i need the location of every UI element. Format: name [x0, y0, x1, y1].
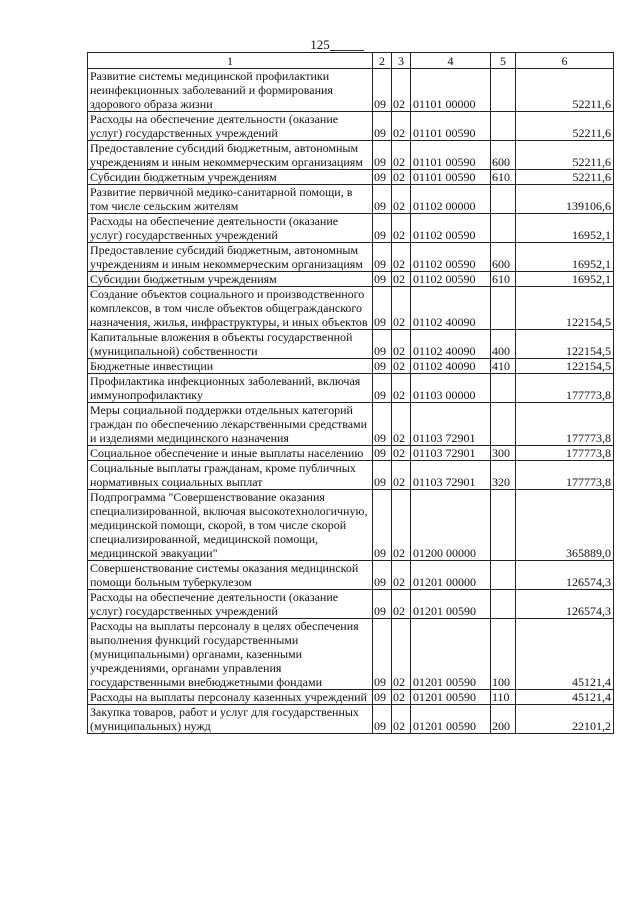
table-row	[88, 170, 614, 185]
row-sum-cell: 52211,6	[516, 170, 614, 185]
header-col-3: 3	[392, 53, 411, 69]
row-name-cell: Меры социальной поддержки отдельных категорий граждан по обеспечению лекарственными средствами и изделиями медицинского назначения	[88, 403, 373, 446]
table-row	[88, 446, 614, 461]
row-sum-cell: 22101,2	[516, 705, 614, 734]
row-target-code-cell: 01102 40090	[411, 287, 491, 330]
row-subsection-cell: 02	[392, 561, 411, 590]
row-subsection-cell: 02	[392, 69, 411, 112]
row-expense-type-cell: 200	[491, 705, 516, 734]
row-expense-type-cell: 320	[491, 461, 516, 490]
row-name-cell: Расходы на обеспечение деятельности (оказание услуг) государственных учреждений	[88, 112, 373, 141]
row-expense-type-cell	[491, 561, 516, 590]
table-row	[88, 561, 614, 590]
row-subsection-cell: 02	[392, 690, 411, 705]
row-section-cell: 09	[373, 461, 392, 490]
row-expense-type-cell: 600	[491, 141, 516, 170]
row-name-cell: Предоставление субсидий бюджетным, автономным учреждениям и иным некоммерческим организациям	[88, 243, 373, 272]
row-target-code-cell: 01102 40090	[411, 359, 491, 374]
header-col-1: 1	[88, 53, 373, 69]
row-subsection-cell: 02	[392, 272, 411, 287]
page-number-underline	[330, 50, 364, 51]
row-target-code-cell: 01102 00000	[411, 185, 491, 214]
row-name-cell: Закупка товаров, работ и услуг для государственных (муниципальных) нужд	[88, 705, 373, 734]
table-row	[88, 185, 614, 214]
table-row	[88, 619, 614, 690]
row-name-cell: Расходы на обеспечение деятельности (оказание услуг) государственных учреждений	[88, 214, 373, 243]
row-subsection-cell: 02	[392, 374, 411, 403]
row-target-code-cell: 01201 00000	[411, 561, 491, 590]
row-expense-type-cell	[491, 112, 516, 141]
row-section-cell: 09	[373, 359, 392, 374]
row-section-cell: 09	[373, 561, 392, 590]
row-sum-cell: 365889,0	[516, 490, 614, 561]
row-section-cell: 09	[373, 705, 392, 734]
row-subsection-cell: 02	[392, 403, 411, 446]
row-section-cell: 09	[373, 69, 392, 112]
row-name-cell: Капитальные вложения в объекты государственной (муниципальной) собственности	[88, 330, 373, 359]
row-target-code-cell: 01102 00590	[411, 214, 491, 243]
row-section-cell: 09	[373, 490, 392, 561]
row-name-cell: Расходы на выплаты персоналу в целях обеспечения выполнения функций государственными (муниципальными) органами, казенными учреждениями, органами управления государственными внебюджетными фондами	[88, 619, 373, 690]
row-name-cell: Профилактика инфекционных заболеваний, включая иммунопрофилактику	[88, 374, 373, 403]
row-section-cell: 09	[373, 374, 392, 403]
row-section-cell: 09	[373, 243, 392, 272]
row-sum-cell: 122154,5	[516, 359, 614, 374]
row-sum-cell: 126574,3	[516, 561, 614, 590]
row-section-cell: 09	[373, 287, 392, 330]
row-sum-cell: 177773,8	[516, 446, 614, 461]
row-target-code-cell: 01103 00000	[411, 374, 491, 403]
row-sum-cell: 16952,1	[516, 214, 614, 243]
row-section-cell: 09	[373, 403, 392, 446]
row-name-cell: Субсидии бюджетным учреждениям	[88, 272, 373, 287]
row-name-cell: Расходы на обеспечение деятельности (оказание услуг) государственных учреждений	[88, 590, 373, 619]
table-row	[88, 461, 614, 490]
row-expense-type-cell: 610	[491, 170, 516, 185]
row-section-cell: 09	[373, 446, 392, 461]
row-target-code-cell: 01101 00590	[411, 170, 491, 185]
row-sum-cell: 45121,4	[516, 619, 614, 690]
row-expense-type-cell	[491, 374, 516, 403]
table-row	[88, 69, 614, 112]
row-name-cell: Расходы на выплаты персоналу казенных учреждений	[88, 690, 373, 705]
row-sum-cell: 126574,3	[516, 590, 614, 619]
row-subsection-cell: 02	[392, 170, 411, 185]
row-subsection-cell: 02	[392, 287, 411, 330]
row-subsection-cell: 02	[392, 359, 411, 374]
row-target-code-cell: 01101 00590	[411, 141, 491, 170]
row-expense-type-cell: 300	[491, 446, 516, 461]
row-name-cell: Социальные выплаты гражданам, кроме публичных нормативных социальных выплат	[88, 461, 373, 490]
row-expense-type-cell: 100	[491, 619, 516, 690]
row-section-cell: 09	[373, 112, 392, 141]
table-row	[88, 141, 614, 170]
row-target-code-cell: 01103 72901	[411, 446, 491, 461]
row-subsection-cell: 02	[392, 590, 411, 619]
row-section-cell: 09	[373, 690, 392, 705]
table-row	[88, 590, 614, 619]
row-name-cell: Бюджетные инвестиции	[88, 359, 373, 374]
row-target-code-cell: 01102 00590	[411, 272, 491, 287]
row-target-code-cell: 01201 00590	[411, 690, 491, 705]
table-header-row	[88, 53, 614, 69]
row-expense-type-cell: 600	[491, 243, 516, 272]
row-section-cell: 09	[373, 185, 392, 214]
row-name-cell: Социальное обеспечение и иные выплаты населению	[88, 446, 373, 461]
row-sum-cell: 52211,6	[516, 112, 614, 141]
row-expense-type-cell: 400	[491, 330, 516, 359]
row-expense-type-cell	[491, 287, 516, 330]
row-section-cell: 09	[373, 214, 392, 243]
row-subsection-cell: 02	[392, 330, 411, 359]
table-row	[88, 403, 614, 446]
row-section-cell: 09	[373, 170, 392, 185]
row-expense-type-cell	[491, 69, 516, 112]
row-target-code-cell: 01102 00590	[411, 243, 491, 272]
row-name-cell: Развитие системы медицинской профилактики неинфекционных заболеваний и формирования здорового образа жизни	[88, 69, 373, 112]
row-section-cell: 09	[373, 619, 392, 690]
row-expense-type-cell: 610	[491, 272, 516, 287]
row-sum-cell: 122154,5	[516, 287, 614, 330]
table-row	[88, 690, 614, 705]
row-expense-type-cell	[491, 490, 516, 561]
row-section-cell: 09	[373, 590, 392, 619]
row-expense-type-cell	[491, 214, 516, 243]
table-row	[88, 330, 614, 359]
row-target-code-cell: 01201 00590	[411, 619, 491, 690]
row-subsection-cell: 02	[392, 243, 411, 272]
row-section-cell: 09	[373, 330, 392, 359]
header-col-4: 4	[411, 53, 491, 69]
row-target-code-cell: 01103 72901	[411, 403, 491, 446]
table-row	[88, 214, 614, 243]
row-subsection-cell: 02	[392, 705, 411, 734]
row-sum-cell: 16952,1	[516, 272, 614, 287]
table-row	[88, 490, 614, 561]
header-col-6: 6	[516, 53, 614, 69]
row-name-cell: Совершенствование системы оказания медицинской помощи больным туберкулезом	[88, 561, 373, 590]
table-row	[88, 359, 614, 374]
row-name-cell: Предоставление субсидий бюджетным, автономным учреждениям и иным некоммерческим организациям	[88, 141, 373, 170]
table-row	[88, 287, 614, 330]
table-row	[88, 243, 614, 272]
table-row	[88, 705, 614, 734]
row-subsection-cell: 02	[392, 185, 411, 214]
table-row	[88, 374, 614, 403]
table-row	[88, 272, 614, 287]
row-target-code-cell: 01201 00590	[411, 590, 491, 619]
row-subsection-cell: 02	[392, 446, 411, 461]
header-col-2: 2	[373, 53, 392, 69]
row-subsection-cell: 02	[392, 461, 411, 490]
row-sum-cell: 52211,6	[516, 69, 614, 112]
row-target-code-cell: 01201 00590	[411, 705, 491, 734]
row-sum-cell: 177773,8	[516, 374, 614, 403]
row-name-cell: Подпрограмма "Совершенствование оказания специализированной, включая высокотехнологичную, медицинской помощи, скорой, в том числе скорой специализированной, медицинской помощи, медицинской эвакуации"	[88, 490, 373, 561]
row-expense-type-cell: 110	[491, 690, 516, 705]
row-name-cell: Создание объектов социального и производственного комплексов, в том числе объектов общегражданского назначения, жилья, инфраструктуры, и иных объектов	[88, 287, 373, 330]
row-target-code-cell: 01101 00000	[411, 69, 491, 112]
row-subsection-cell: 02	[392, 214, 411, 243]
row-subsection-cell: 02	[392, 619, 411, 690]
table-row	[88, 112, 614, 141]
row-expense-type-cell	[491, 185, 516, 214]
row-target-code-cell: 01102 40090	[411, 330, 491, 359]
row-sum-cell: 45121,4	[516, 690, 614, 705]
row-expense-type-cell: 410	[491, 359, 516, 374]
row-target-code-cell: 01200 00000	[411, 490, 491, 561]
row-target-code-cell: 01103 72901	[411, 461, 491, 490]
row-sum-cell: 16952,1	[516, 243, 614, 272]
row-sum-cell: 52211,6	[516, 141, 614, 170]
row-sum-cell: 177773,8	[516, 461, 614, 490]
row-subsection-cell: 02	[392, 490, 411, 561]
page-number: 125	[310, 37, 330, 52]
budget-table	[87, 52, 614, 734]
row-sum-cell: 177773,8	[516, 403, 614, 446]
row-expense-type-cell	[491, 590, 516, 619]
row-expense-type-cell	[491, 403, 516, 446]
row-section-cell: 09	[373, 141, 392, 170]
header-col-5: 5	[491, 53, 516, 69]
row-subsection-cell: 02	[392, 141, 411, 170]
row-section-cell: 09	[373, 272, 392, 287]
row-target-code-cell: 01101 00590	[411, 112, 491, 141]
row-sum-cell: 122154,5	[516, 330, 614, 359]
row-subsection-cell: 02	[392, 112, 411, 141]
row-name-cell: Субсидии бюджетным учреждениям	[88, 170, 373, 185]
row-name-cell: Развитие первичной медико-санитарной помощи, в том числе сельским жителям	[88, 185, 373, 214]
row-sum-cell: 139106,6	[516, 185, 614, 214]
